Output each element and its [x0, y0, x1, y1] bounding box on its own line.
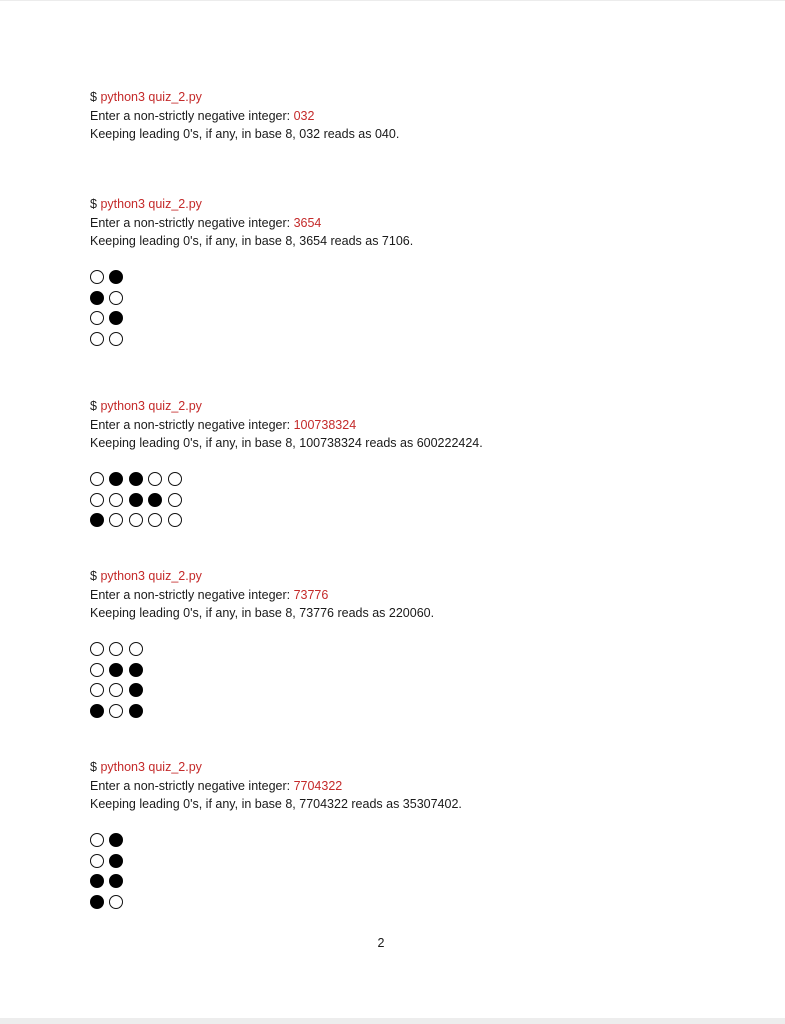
- empty-circle: [109, 513, 123, 527]
- dot-grid: [90, 639, 434, 722]
- terminal-session: [90, 88, 399, 144]
- empty-circle: [168, 493, 182, 507]
- empty-circle: [109, 642, 123, 656]
- dot-grid: [90, 267, 413, 350]
- empty-circle: [148, 472, 162, 486]
- dot-grid-row: [90, 489, 483, 510]
- empty-circle: [90, 854, 104, 868]
- input-line: [90, 214, 413, 233]
- page-top-edge: [0, 0, 785, 1]
- filled-circle: [90, 513, 104, 527]
- command-text: python3 quiz_2.py: [100, 569, 202, 583]
- input-prompt-label: Enter a non-strictly negative integer:: [90, 215, 294, 230]
- dot-grid-row: [90, 329, 413, 350]
- input-value: 032: [293, 108, 315, 123]
- command-line: [90, 567, 434, 586]
- filled-circle: [109, 854, 123, 868]
- dot-grid-row: [90, 871, 462, 892]
- filled-circle: [129, 704, 143, 718]
- filled-circle: [129, 663, 143, 677]
- input-line: [90, 416, 483, 435]
- terminal-session: [90, 567, 434, 722]
- command-line: [90, 195, 413, 214]
- empty-circle: [90, 833, 104, 847]
- empty-circle: [109, 291, 123, 305]
- dot-grid-row: [90, 510, 483, 531]
- filled-circle: [109, 874, 123, 888]
- input-prompt-label: Enter a non-strictly negative integer:: [90, 108, 294, 123]
- result-line: Keeping leading 0's, if any, in base 8, 7704322 reads as 35307402.: [90, 797, 462, 811]
- command-line: [90, 397, 483, 416]
- input-value: 3654: [293, 215, 322, 230]
- dot-grid-row: [90, 287, 413, 308]
- command-text: python3 quiz_2.py: [100, 399, 202, 413]
- command-text: python3 quiz_2.py: [100, 760, 202, 774]
- dot-grid-row: [90, 267, 413, 288]
- filled-circle: [129, 472, 143, 486]
- filled-circle: [90, 874, 104, 888]
- empty-circle: [90, 683, 104, 697]
- input-value: 73776: [293, 587, 329, 602]
- result-line: Keeping leading 0's, if any, in base 8, 100738324 reads as 600222424.: [90, 436, 483, 450]
- empty-circle: [109, 895, 123, 909]
- input-prompt-label: Enter a non-strictly negative integer:: [90, 778, 294, 793]
- dot-grid-row: [90, 850, 462, 871]
- page-number: 2: [377, 936, 385, 950]
- dot-grid-row: [90, 830, 462, 851]
- empty-circle: [109, 683, 123, 697]
- empty-circle: [90, 270, 104, 284]
- dot-grid-row: [90, 469, 483, 490]
- empty-circle: [109, 332, 123, 346]
- filled-circle: [90, 895, 104, 909]
- filled-circle: [109, 663, 123, 677]
- filled-circle: [148, 493, 162, 507]
- filled-circle: [129, 493, 143, 507]
- filled-circle: [109, 311, 123, 325]
- shell-prompt: $: [90, 90, 101, 104]
- filled-circle: [90, 291, 104, 305]
- shell-prompt: $: [90, 569, 101, 583]
- empty-circle: [90, 642, 104, 656]
- result-line: Keeping leading 0's, if any, in base 8, 73776 reads as 220060.: [90, 606, 435, 620]
- filled-circle: [109, 472, 123, 486]
- input-line: [90, 586, 434, 605]
- result-line: Keeping leading 0's, if any, in base 8, 032 reads as 040.: [90, 127, 400, 141]
- filled-circle: [109, 833, 123, 847]
- empty-circle: [90, 493, 104, 507]
- dot-grid-row: [90, 308, 413, 329]
- empty-circle: [129, 642, 143, 656]
- terminal-session: [90, 195, 413, 350]
- empty-circle: [90, 332, 104, 346]
- dot-grid-row: [90, 659, 434, 680]
- command-text: python3 quiz_2.py: [100, 197, 202, 211]
- empty-circle: [129, 513, 143, 527]
- empty-circle: [109, 493, 123, 507]
- dot-grid-row: [90, 639, 434, 660]
- input-value: 100738324: [293, 417, 357, 432]
- input-prompt-label: Enter a non-strictly negative integer:: [90, 587, 294, 602]
- page-bottom-edge: [0, 1018, 785, 1024]
- input-value: 7704322: [293, 778, 343, 793]
- filled-circle: [109, 270, 123, 284]
- terminal-session: [90, 758, 462, 913]
- command-line: [90, 758, 462, 777]
- filled-circle: [90, 704, 104, 718]
- shell-prompt: $: [90, 760, 101, 774]
- dot-grid-row: [90, 680, 434, 701]
- filled-circle: [129, 683, 143, 697]
- empty-circle: [90, 663, 104, 677]
- empty-circle: [109, 704, 123, 718]
- dot-grid: [90, 469, 483, 531]
- dot-grid-row: [90, 892, 462, 913]
- empty-circle: [168, 472, 182, 486]
- empty-circle: [90, 472, 104, 486]
- terminal-session: [90, 397, 483, 531]
- dot-grid-row: [90, 701, 434, 722]
- result-line: Keeping leading 0's, if any, in base 8, 3654 reads as 7106.: [90, 234, 414, 248]
- command-line: [90, 88, 399, 107]
- shell-prompt: $: [90, 197, 101, 211]
- input-line: [90, 777, 462, 796]
- empty-circle: [148, 513, 162, 527]
- empty-circle: [168, 513, 182, 527]
- dot-grid: [90, 830, 462, 913]
- command-text: python3 quiz_2.py: [100, 90, 202, 104]
- input-line: [90, 107, 399, 126]
- input-prompt-label: Enter a non-strictly negative integer:: [90, 417, 294, 432]
- empty-circle: [90, 311, 104, 325]
- shell-prompt: $: [90, 399, 101, 413]
